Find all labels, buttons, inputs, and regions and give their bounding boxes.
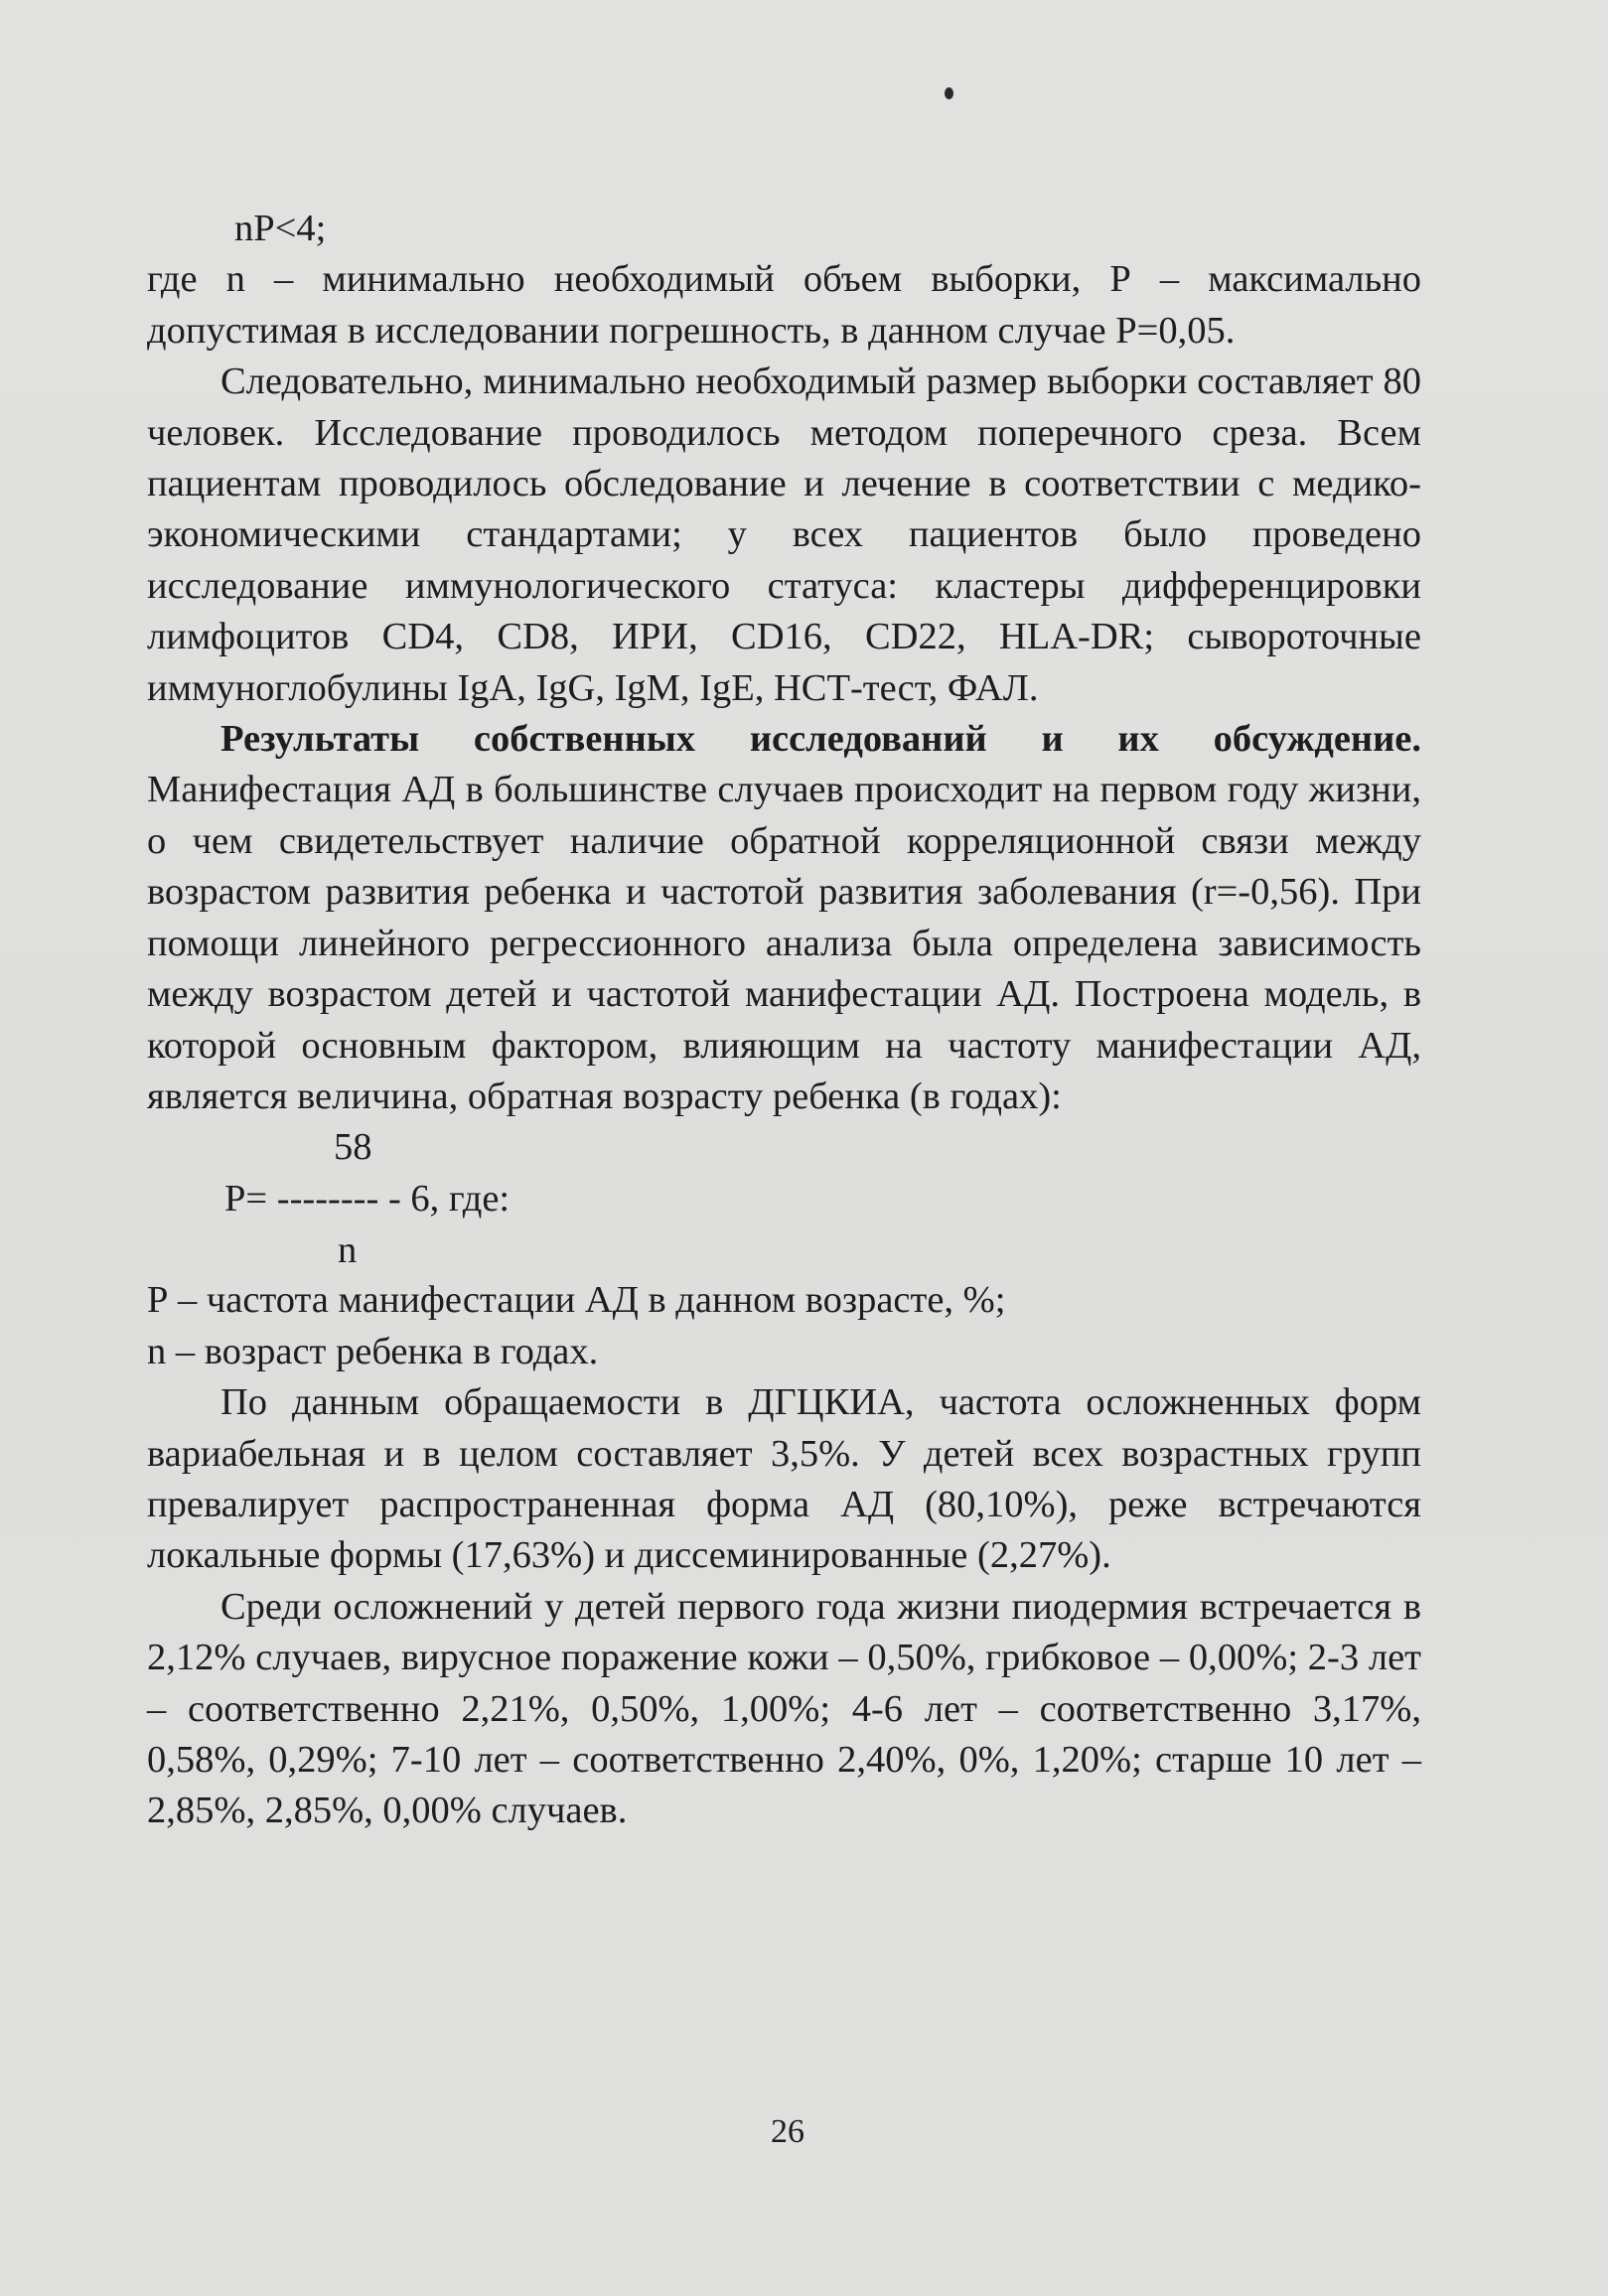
formula-numerator: 58 <box>334 1126 372 1169</box>
legend-p: Р – частота манифестации АД в данном возрасте, %; <box>147 1279 1006 1322</box>
formula-denominator: n <box>338 1229 358 1272</box>
legend-n: n – возраст ребенка в годах. <box>147 1330 599 1372</box>
page-number: 26 <box>771 2113 804 2150</box>
section-heading-results: Результаты собственных исследований и их обсуждение. <box>220 718 1421 761</box>
results-text: Манифестация АД в большинстве случаев происходит на первом году жизни, о чем свидетельствует наличие обратной корреляционной связи между возрастом развития ребенка и частотой развития заболевания (r=-0,56). При помощи линейного регрессионного анализа была определена зависимость между возрастом детей и частотой манифестации АД. Построена модель, в которой основным фактором, влияющим на частоту манифестации АД, является величина, обратная возрасту ребенка (в годах): <box>147 769 1421 1117</box>
formula-condition: nP<4; <box>234 208 327 249</box>
paragraph-results <box>147 714 1421 1122</box>
page-text <box>147 204 1421 1837</box>
paragraph-definitions: где n – минимально необходимый объем выборки, Р – максимально допустимая в исследовании погрешность, в данном случае Р=0,05. <box>147 258 1421 352</box>
paragraph-sample-size: Следовательно, минимально необходимый размер выборки составляет 80 человек. Исследование проводилось методом поперечного среза. Всем пациентам проводилось обследование и лечение в соответствии с медико-экономическими стандартами; у всех пациентов было проведено исследование иммунологического статуса: кластеры дифференцировки лимфоцитов CD4, CD8, ИРИ, CD16, CD22, HLA-DR; сывороточные иммуноглобулины IgA, IgG, IgM, IgE, НСТ-тест, ФАЛ. <box>147 360 1421 709</box>
paragraph-forms: По данным обращаемости в ДГЦКИА, частота осложненных форм вариабельная и в целом составляет 3,5%. У детей всех возрастных групп превалирует распространенная форма АД (80,10%), реже встречаются локальные формы (17,63%) и диссеминированные (2,27%). <box>147 1381 1421 1577</box>
ink-dot <box>945 87 953 99</box>
formula-equation: Р= -------- - 6, где: <box>224 1178 511 1220</box>
paragraph-complications: Среди осложнений у детей первого года жизни пиодермия встречается в 2,12% случаев, вирусное поражение кожи – 0,50%, грибковое – 0,00%; 2-3 лет – соответственно 2,21%, 0,50%, 1,00%; 4-6 лет – соответственно 3,17%, 0,58%, 0,29%; 7-10 лет – соответственно 2,40%, 0%, 1,20%; старше 10 лет – 2,85%, 2,85%, 0,00% случаев. <box>147 1585 1421 1832</box>
regression-formula <box>147 1122 1421 1275</box>
